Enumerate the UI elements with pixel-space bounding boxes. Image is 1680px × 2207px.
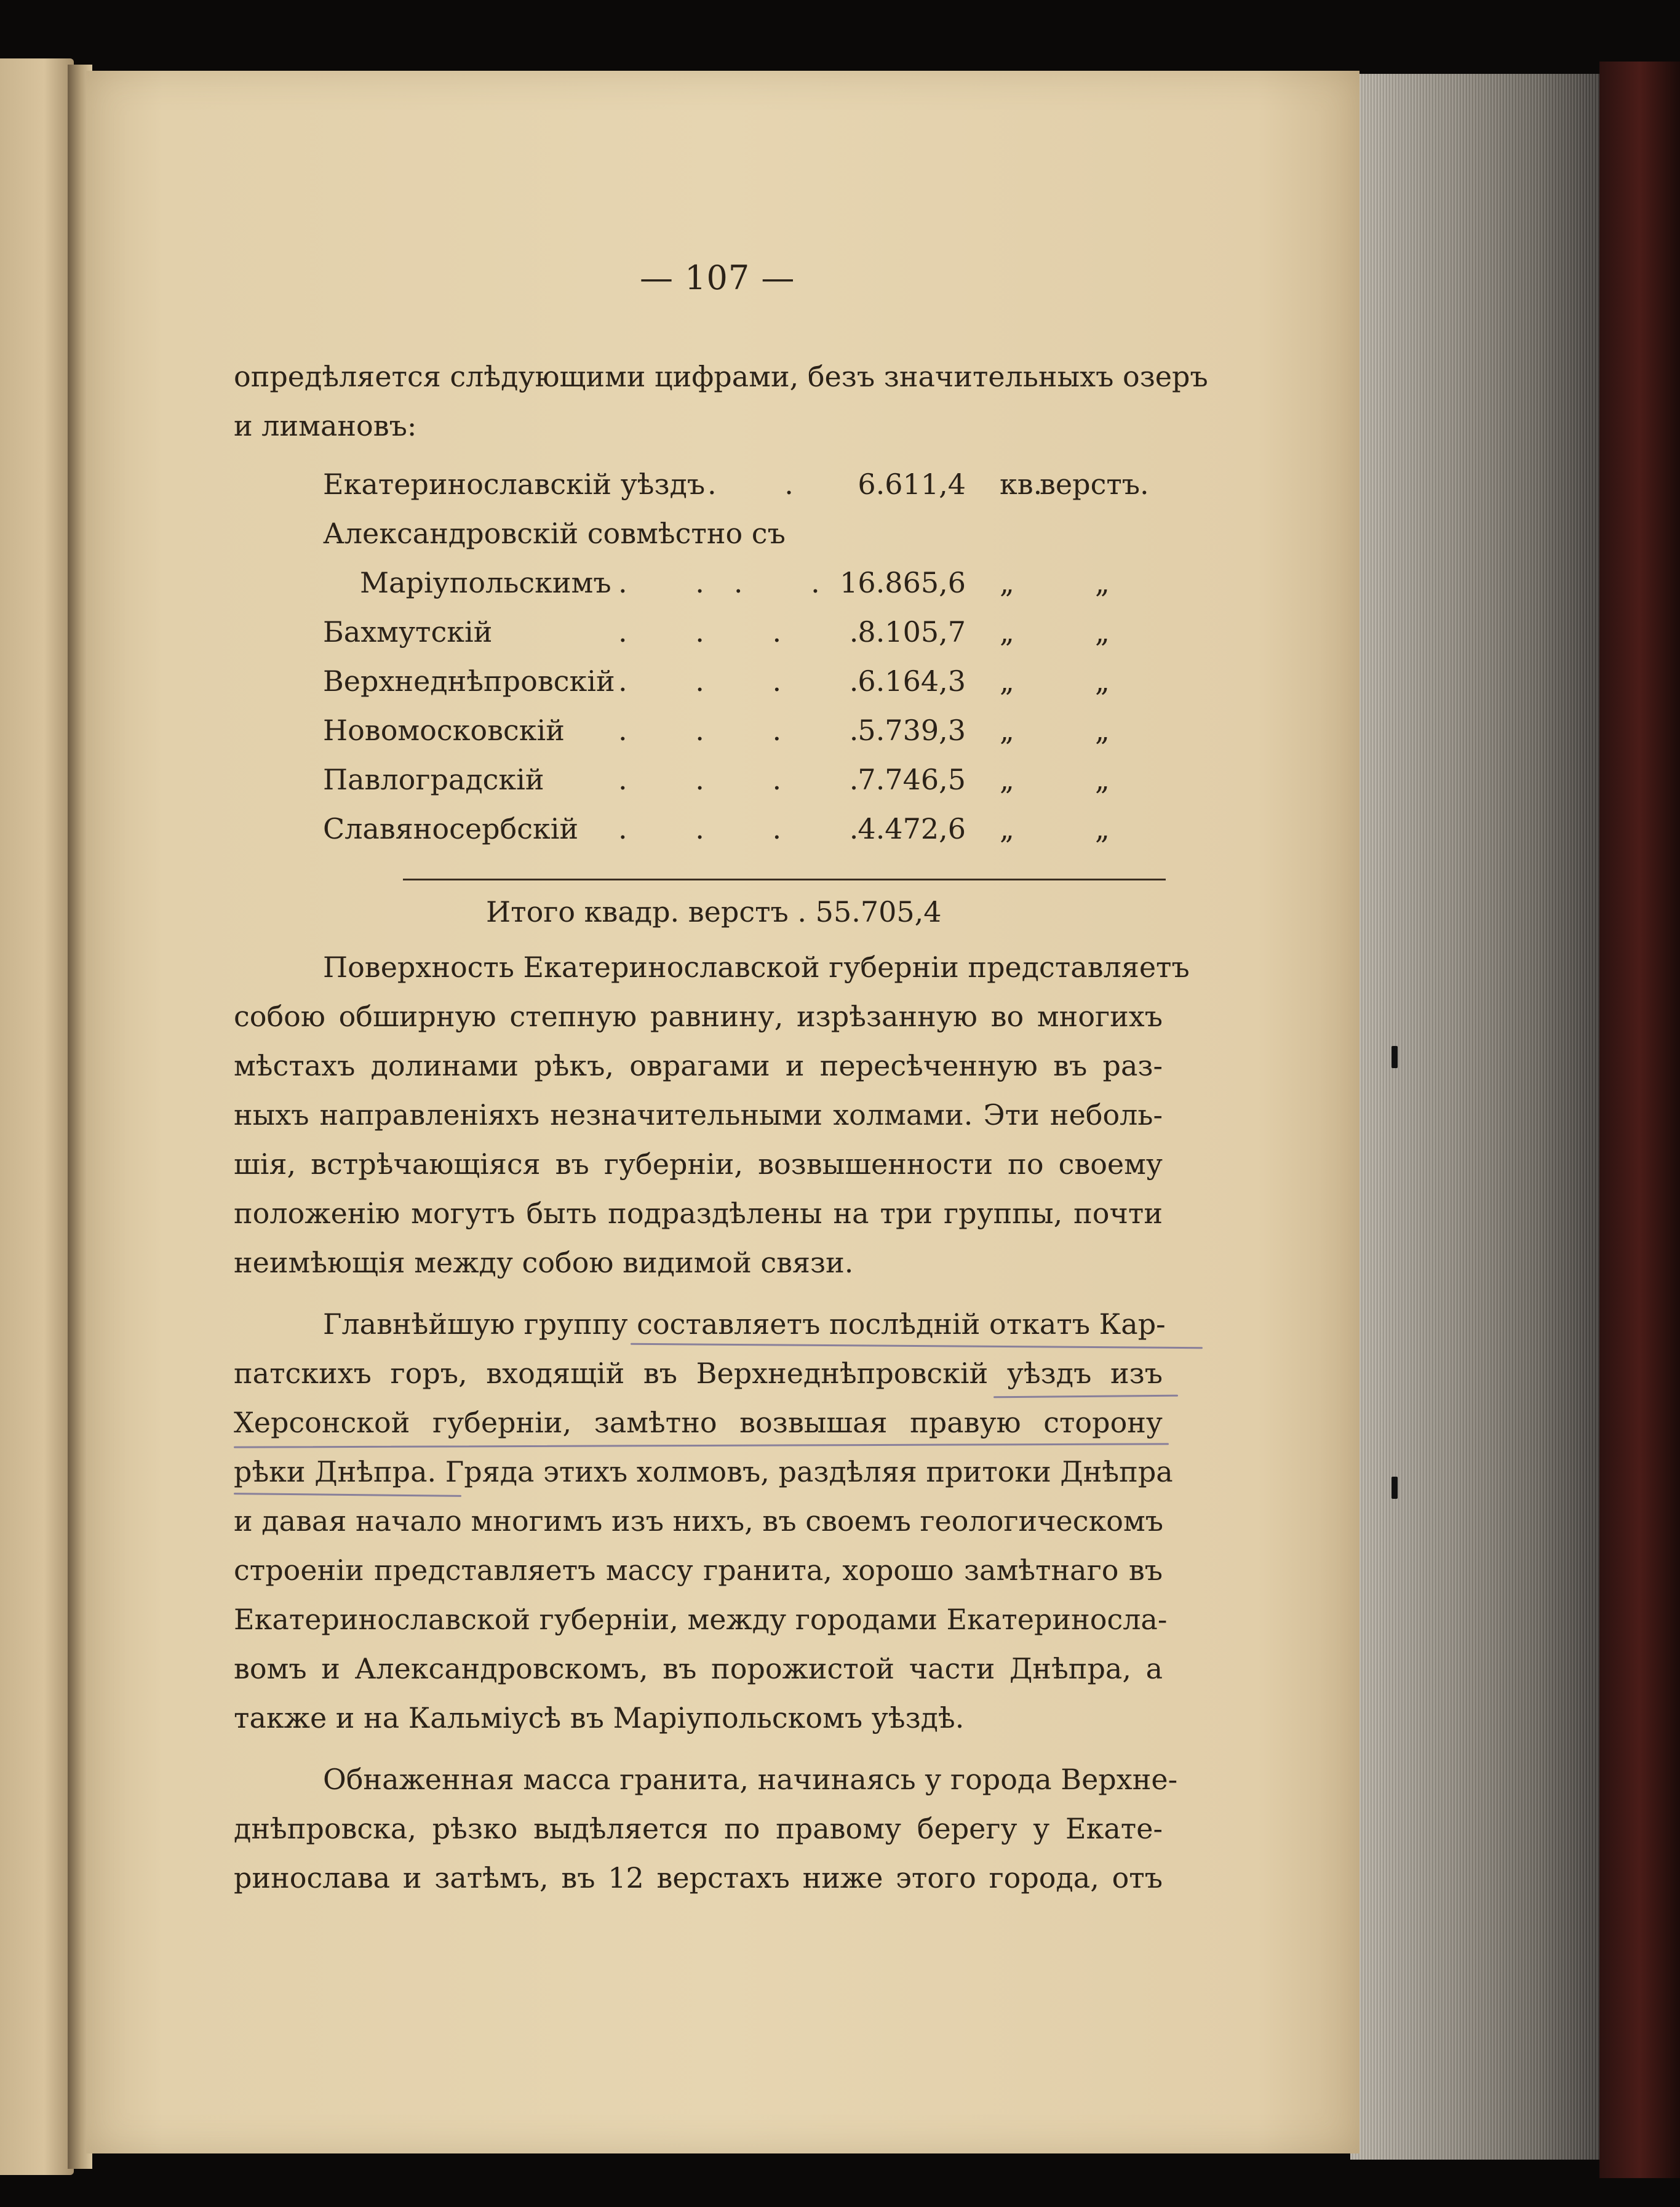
body-line: Поверхность Екатеринославской губерніи представляетъ bbox=[323, 951, 1190, 984]
body-line: Обнаженная масса гранита, начинаясь у города Верхне- bbox=[323, 1763, 1178, 1796]
ditto-mark: „ bbox=[1095, 664, 1110, 698]
ditto-mark: „ bbox=[1095, 812, 1110, 845]
ditto-mark: „ bbox=[1095, 566, 1110, 599]
body-line: строеніи представляетъ массу гранита, хорошо замѣтнаго въ bbox=[234, 1554, 1163, 1587]
district-name: Павлоградскій bbox=[323, 763, 544, 796]
previous-page-edge bbox=[0, 58, 74, 2175]
leader-dots: . . . . bbox=[618, 714, 888, 747]
ditto-mark: „ bbox=[1000, 763, 1014, 796]
ditto-mark: „ bbox=[1000, 615, 1014, 649]
area-value: 7.746,5 bbox=[858, 763, 966, 796]
body-line: и давая начало многимъ изъ нихъ, въ своемъ геологическомъ bbox=[234, 1504, 1164, 1538]
district-name: Новомосковскій bbox=[323, 714, 565, 747]
ditto-mark: „ bbox=[1095, 714, 1110, 747]
stack-marker bbox=[1391, 1046, 1398, 1068]
ditto-mark: „ bbox=[1095, 763, 1110, 796]
body-line: мѣстахъ долинами рѣкъ, оврагами и пересѣченную въ раз- bbox=[234, 1049, 1163, 1082]
leader-dots: . . . . bbox=[618, 812, 888, 845]
body-line: шія, встрѣчающіяся въ губерніи, возвышенности по своему bbox=[234, 1147, 1163, 1181]
district-name: Славяносербскій bbox=[323, 812, 579, 845]
district-name: Александровскій совмѣстно съ bbox=[323, 517, 786, 550]
ditto-mark: „ bbox=[1095, 615, 1110, 649]
body-line: собою обширную степную равнину, изрѣзанную во многихъ bbox=[234, 1000, 1163, 1033]
district-name: Екатеринославскій уѣздъ bbox=[323, 468, 706, 501]
body-line: рѣки Днѣпра. Гряда этихъ холмовъ, раздѣляя притоки Днѣпра bbox=[234, 1455, 1173, 1488]
body-line: неимѣющія между собою видимой связи. bbox=[234, 1246, 854, 1279]
page-number: — 107 — bbox=[640, 258, 795, 297]
book-cover-edge bbox=[1599, 62, 1680, 2178]
ditto-mark: „ bbox=[1000, 714, 1014, 747]
intro-line: и лимановъ: bbox=[234, 409, 417, 442]
area-value: 4.472,6 bbox=[858, 812, 966, 845]
ditto-mark: „ bbox=[1000, 566, 1014, 599]
area-value: 16.865,6 bbox=[840, 566, 966, 599]
body-line: Херсонской губерніи, замѣтно возвышая правую сторону bbox=[234, 1406, 1163, 1439]
area-value: 6.164,3 bbox=[858, 664, 966, 698]
area-value: 8.105,7 bbox=[858, 615, 966, 649]
stack-marker bbox=[1391, 1477, 1398, 1499]
body-line: вомъ и Александровскомъ, въ порожистой части Днѣпра, а bbox=[234, 1652, 1163, 1685]
area-value: 5.739,3 bbox=[858, 714, 966, 747]
table-total: Итого квадр. верстъ . 55.705,4 bbox=[486, 895, 942, 928]
leader-dots: . . . . bbox=[618, 763, 888, 796]
body-line: ринослава и затѣмъ, въ 12 верстахъ ниже этого города, отъ bbox=[234, 1861, 1163, 1894]
page-stack-edge bbox=[1350, 74, 1621, 2160]
body-line: Екатеринославской губерніи, между городами Екатериносла- bbox=[234, 1603, 1168, 1636]
body-line: положенію могутъ быть подраздѣлены на три группы, почти bbox=[234, 1197, 1163, 1230]
district-name: Маріупольскимъ bbox=[360, 566, 611, 599]
body-line: ныхъ направленіяхъ незначительными холмами. Эти неболь- bbox=[234, 1098, 1163, 1131]
district-name: Бахмутскій bbox=[323, 615, 493, 649]
ditto-mark: „ bbox=[1000, 812, 1014, 845]
district-name: Верхнеднѣпровскій bbox=[323, 664, 615, 698]
leader-dots: . . . . bbox=[618, 615, 888, 649]
area-value: 6.611,4 bbox=[858, 468, 966, 501]
leader-dots: . . . . bbox=[618, 664, 888, 698]
unit-label: кв. bbox=[1000, 468, 1043, 501]
unit-label: верстъ. bbox=[1040, 468, 1149, 501]
body-line: Главнѣйшую группу составляетъ послѣдній откатъ Кар- bbox=[323, 1307, 1166, 1341]
leader-dots: . .. . bbox=[618, 566, 850, 599]
body-line: днѣпровска, рѣзко выдѣляется по правому берегу у Екате- bbox=[234, 1812, 1163, 1845]
body-line: также и на Кальміусѣ въ Маріупольскомъ уѣздѣ. bbox=[234, 1701, 965, 1734]
leader-dots: . . bbox=[707, 468, 823, 501]
intro-line: опредѣляется слѣдующими цифрами, безъ значительныхъ озеръ bbox=[234, 360, 1208, 393]
body-line: патскихъ горъ, входящій въ Верхнеднѣпровскій уѣздъ изъ bbox=[234, 1357, 1163, 1390]
ditto-mark: „ bbox=[1000, 664, 1014, 698]
total-rule bbox=[403, 879, 1166, 880]
